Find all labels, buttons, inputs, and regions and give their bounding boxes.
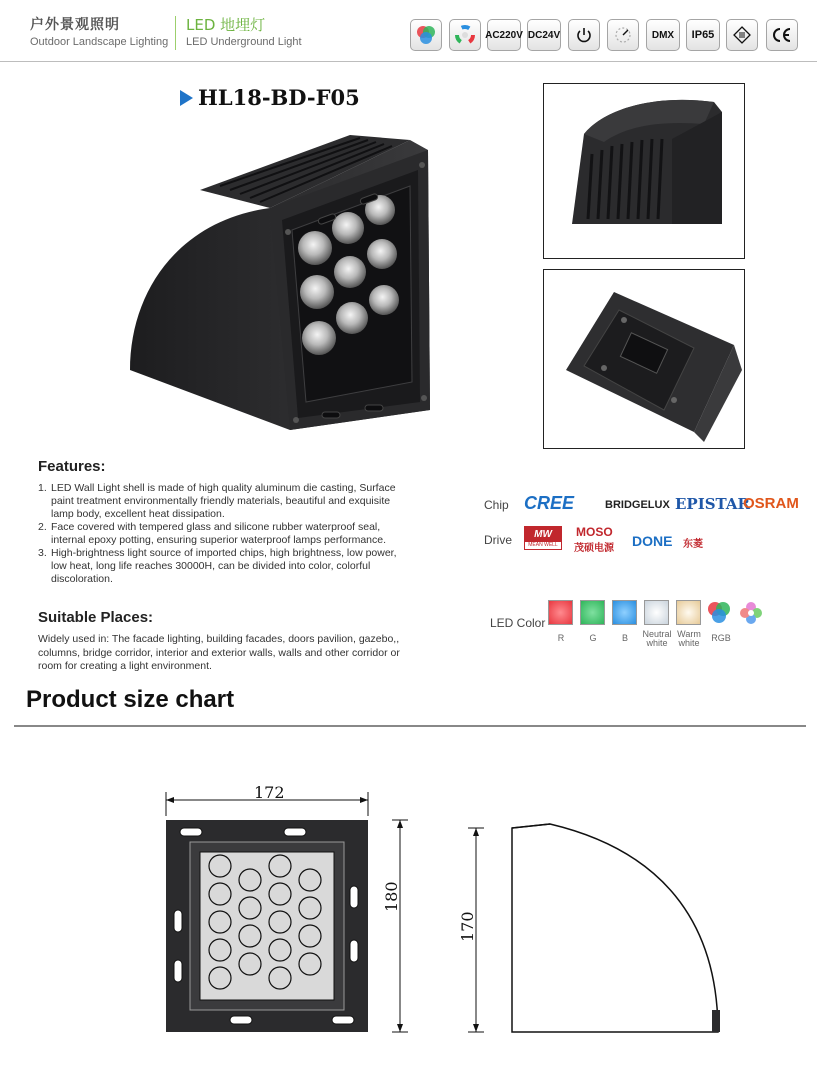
product-main-image <box>110 120 450 440</box>
swatch-label-neutral-line1: Neutral <box>642 629 672 639</box>
size-chart-drawing <box>150 780 750 1060</box>
done-logo-cn: 东菱 <box>683 539 703 550</box>
product-bottom-view-image <box>544 270 744 448</box>
done-logo: DONE <box>632 533 673 549</box>
color-wheel-icon <box>449 19 481 51</box>
category-title-en: LED Underground Light <box>186 36 302 48</box>
brand-title-en: Outdoor Landscape Lighting <box>30 36 169 48</box>
moso-logo: MOSO <box>576 525 613 539</box>
chip-label: Chip <box>484 498 509 512</box>
product-back-view-frame <box>543 83 745 259</box>
dim-front-height-label: 180 <box>382 881 401 912</box>
swatch-rgb-icon <box>706 600 732 626</box>
size-chart-title: Product size chart <box>26 686 235 713</box>
osram-logo: OSRAM <box>743 495 799 512</box>
swatch-label-neutral-line2: white <box>646 638 668 648</box>
product-bottom-view-frame <box>543 269 745 449</box>
features-list <box>38 482 400 586</box>
size-chart-divider <box>14 725 806 727</box>
power-icon <box>568 19 600 51</box>
meanwell-logo <box>524 526 562 550</box>
dim-side-height-label: 170 <box>458 911 477 942</box>
swatch-red <box>548 600 573 625</box>
drive-label: Drive <box>484 533 513 547</box>
badge-ip65: IP65 <box>686 19 720 51</box>
feature-item <box>38 547 400 586</box>
swatch-label-rgb: RGB <box>711 633 731 643</box>
feature-text: High-brightness light source of imported chips, high brightness, low power, low heat, long life reaches 30000H, can be divided into color, colorful discoloration. <box>51 547 397 585</box>
dimmer-icon <box>607 19 639 51</box>
swatch-neutral-white <box>644 600 669 625</box>
badge-ac220v: AC220V <box>487 19 521 51</box>
features-title: Features: <box>38 458 106 475</box>
badge-dc24v: DC24V <box>527 19 561 51</box>
page-header <box>0 0 817 62</box>
model-arrow-icon <box>180 90 193 106</box>
swatch-rgb-flower-icon <box>738 600 764 626</box>
swatch-label-r: R <box>557 633 565 643</box>
swatch-warm-white <box>676 600 701 625</box>
feature-item <box>38 521 400 547</box>
swatch-label-warm-line1: Warm <box>677 629 701 639</box>
bridgelux-logo: BRIDGELUX <box>605 499 670 511</box>
feature-item <box>38 482 400 521</box>
led-color-label: LED Color <box>490 616 546 630</box>
swatch-green <box>580 600 605 625</box>
feature-text: Face covered with tempered glass and silicone rubber waterproof seal, internal epoxy potting, ensuring superior waterproof lamps performance. <box>51 521 387 546</box>
brand-title-cn: 户外景观照明 <box>30 17 120 33</box>
feature-number: 3. <box>38 547 47 559</box>
swatch-blue <box>612 600 637 625</box>
badge-dmx: DMX <box>646 19 680 51</box>
class-iii-icon <box>726 19 758 51</box>
dim-width-label: 172 <box>254 783 285 802</box>
feature-number: 2. <box>38 521 47 533</box>
epistar-logo: EPISTAR <box>675 495 751 513</box>
meanwell-logo-text: MEAN WELL <box>528 542 558 548</box>
moso-logo-cn: 茂硕电源 <box>574 543 614 554</box>
feature-number: 1. <box>38 482 47 494</box>
rgb-color-icon <box>410 19 442 51</box>
model-title: HL18-BD-F05 <box>198 85 360 110</box>
places-title: Suitable Places: <box>38 609 154 626</box>
meanwell-logo-mark: MW <box>525 527 561 542</box>
category-title-cn: LED 地埋灯 <box>186 16 266 34</box>
swatch-label-g: G <box>589 633 597 643</box>
swatch-label-warm-line2: white <box>678 638 700 648</box>
swatch-label-b: B <box>621 633 628 643</box>
feature-text: LED Wall Light shell is made of high quality aluminum die casting, Surface paint treatment environmentally friendly materials, beautiful and exquisite lamp body, excellent heat dissipation. <box>51 482 396 520</box>
header-divider <box>175 16 176 50</box>
cree-logo: CREE <box>524 493 575 513</box>
ce-mark-icon <box>766 19 798 51</box>
product-back-view-image <box>544 84 744 258</box>
places-text: Widely used in: The facade lighting, building facades, doors pavilion, gazebo,, columns, bridge corridor, interior and exterior walls, walls and other corridor or room for creating a light environment. <box>38 633 400 672</box>
